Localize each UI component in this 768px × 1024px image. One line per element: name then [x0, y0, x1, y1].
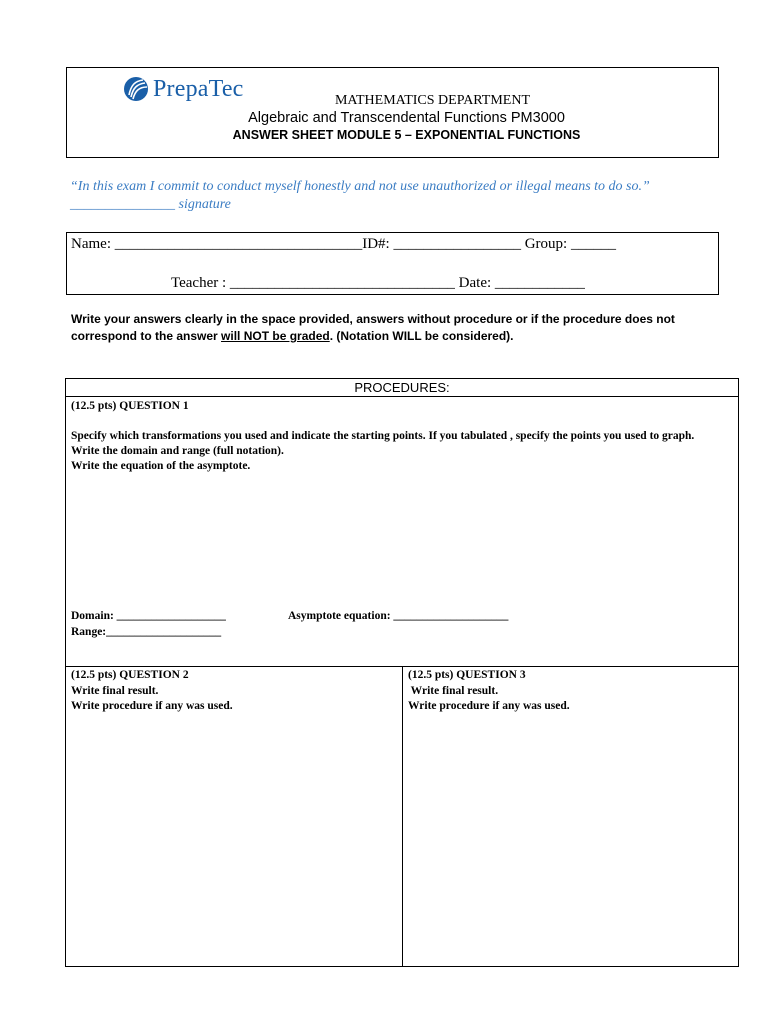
question-1-answer-fields — [71, 608, 509, 640]
question-2 — [71, 668, 396, 715]
range-field: Range:____________________ — [71, 626, 222, 638]
domain-field: Domain: ___________________ — [71, 610, 226, 622]
header-box — [66, 67, 719, 158]
asymptote-field: Asymptote equation: ____________________ — [288, 610, 509, 622]
question-1-instruction-3: Write the equation of the asymptote. — [71, 460, 251, 472]
instructions — [71, 311, 721, 345]
answer-sheet-title: ANSWER SHEET MODULE 5 – EXPONENTIAL FUNCTIONS — [232, 128, 581, 142]
course-title: Algebraic and Transcendental Functions PM3000 — [248, 110, 565, 126]
question-1-instruction-1: Specify which transformations you used and indicate the starting points. If you tabulated , specify the points you used to graph. — [71, 430, 695, 442]
question-2-instruction-2: Write procedure if any was used. — [71, 700, 233, 712]
name-id-group-line: Name: _________________________________ID#: _________________ Group: ______ — [71, 236, 616, 252]
question-1 — [71, 399, 731, 474]
question-3 — [408, 668, 733, 715]
student-info-box — [66, 232, 719, 295]
question-3-instruction-2: Write procedure if any was used. — [408, 700, 570, 712]
honesty-pledge: “In this exam I commit to conduct myself honestly and not use unauthorized or illegal means to do so.” — [70, 179, 650, 194]
signature-line: _______________ signature — [70, 197, 231, 212]
procedures-table — [65, 378, 739, 967]
instructions-underlined: will NOT be graded — [221, 329, 330, 343]
logo-text: PrepaTec — [153, 75, 244, 102]
question-3-instruction-1: Write final result. — [408, 684, 499, 697]
question-2-title: (12.5 pts) QUESTION 2 — [71, 669, 189, 681]
teacher-date-line: Teacher : ______________________________ Date: ____________ — [171, 275, 585, 291]
question-2-instruction-1: Write final result. — [71, 684, 159, 697]
procedures-header: PROCEDURES: — [66, 379, 738, 397]
question-1-title: (12.5 pts) QUESTION 1 — [71, 400, 189, 412]
question-1-instruction-2: Write the domain and range (full notation). — [71, 445, 284, 457]
column-divider — [402, 666, 403, 967]
instructions-text: Write your answers clearly in the space provided, answers without procedure or if the procedure does not correspond to the answer — [71, 312, 675, 343]
instructions-text-end: . (Notation WILL be considered). — [329, 329, 514, 343]
department-title: MATHEMATICS DEPARTMENT — [334, 93, 531, 108]
question-3-title: (12.5 pts) QUESTION 3 — [408, 669, 526, 681]
